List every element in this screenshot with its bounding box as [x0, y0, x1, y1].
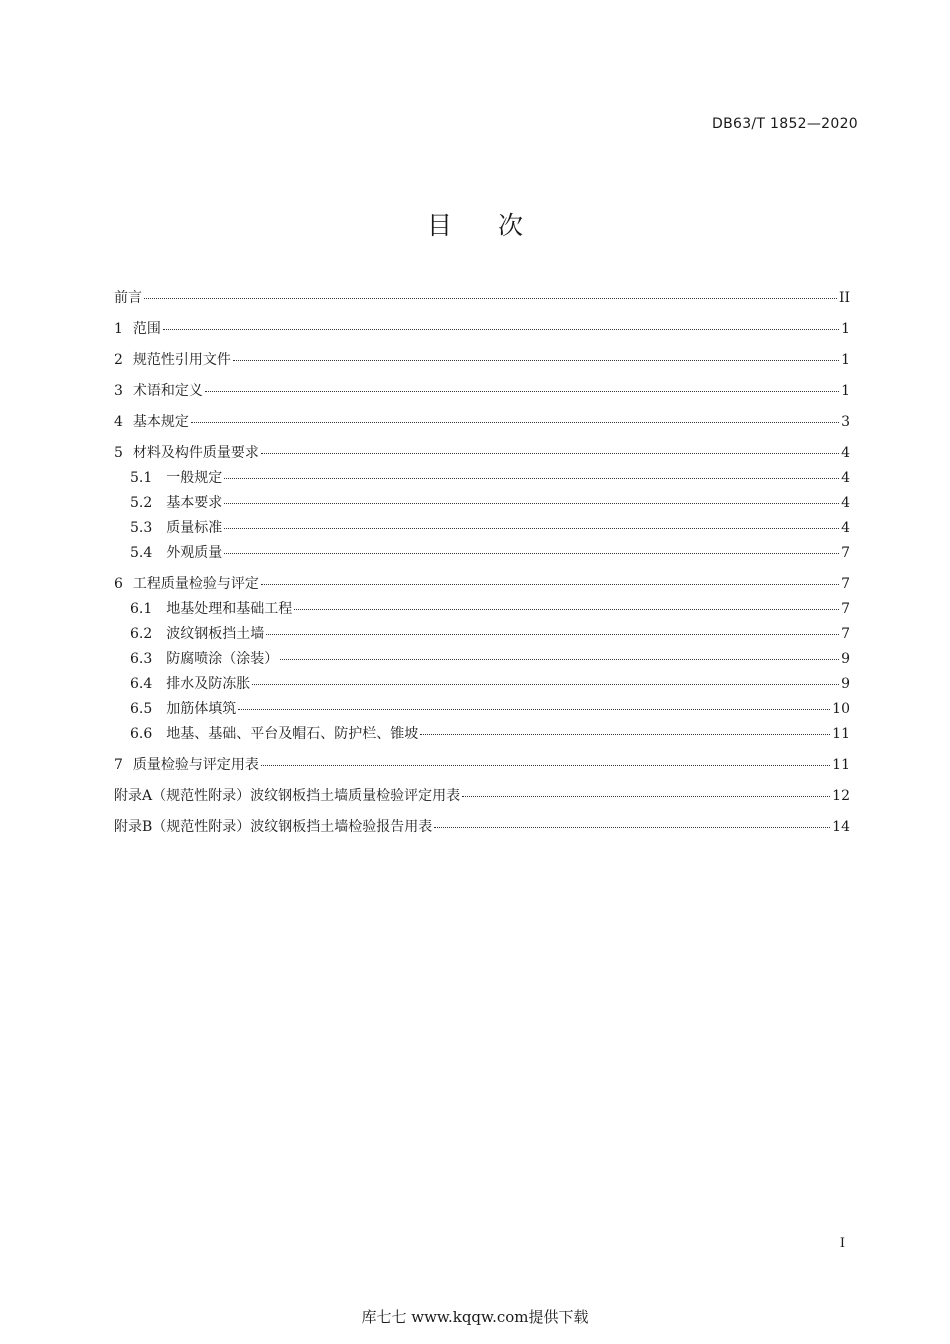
toc-entry-page: 4	[841, 445, 850, 461]
toc-entry-title: 范围	[132, 321, 161, 337]
page-title: 目次	[426, 211, 569, 240]
toc-dot-leader	[224, 477, 839, 479]
toc-entry-number: 6	[114, 576, 123, 592]
toc-entry-number: 5	[114, 445, 123, 461]
toc-dot-leader	[261, 764, 830, 766]
toc-entry-title: 地基处理和基础工程	[166, 601, 293, 617]
toc-entry-number: 5.4	[130, 545, 153, 561]
toc-dot-leader	[294, 608, 839, 610]
toc-entry-number: 6.6	[130, 726, 153, 742]
toc-entry-number: 2	[114, 352, 123, 368]
toc-entry-page: 7	[841, 545, 850, 561]
toc-entry-page: 3	[841, 414, 850, 430]
toc-entry-number: 5.3	[130, 520, 153, 536]
toc-entry-number: 5.1	[130, 470, 153, 486]
toc-entry-title: 质量检验与评定用表	[132, 757, 259, 773]
toc-entry-number: 1	[114, 321, 123, 337]
toc-entry-title: 外观质量	[166, 545, 223, 561]
toc-entry-page: 11	[832, 726, 850, 742]
toc-entry-page: 11	[832, 757, 850, 773]
toc-entry[interactable]	[114, 697, 850, 722]
toc-entry-page: 14	[832, 819, 850, 835]
toc-dot-leader	[233, 359, 839, 361]
toc-entry-number: 4	[114, 414, 123, 430]
toc-entry-title: 附录B（规范性附录）波纹钢板挡土墙检验报告用表	[114, 819, 433, 835]
toc-entry-title: 质量标准	[166, 520, 223, 536]
toc-dot-leader	[420, 733, 830, 735]
toc-dot-leader	[144, 297, 837, 299]
toc-entry-page: 7	[841, 576, 850, 592]
toc-dot-leader	[205, 390, 839, 392]
toc-entry-title: 工程质量检验与评定	[132, 576, 259, 592]
toc-entry-page: 1	[841, 383, 850, 399]
toc-entry[interactable]	[114, 348, 850, 373]
toc-dot-leader	[261, 583, 839, 585]
toc-entry[interactable]	[114, 572, 850, 597]
toc-entry-title: 附录A（规范性附录）波纹钢板挡土墙质量检验评定用表	[114, 788, 461, 804]
toc-entry[interactable]	[114, 672, 850, 697]
toc-entry[interactable]	[114, 491, 850, 516]
toc-entry[interactable]	[114, 379, 850, 404]
toc-entry-number: 6.5	[130, 701, 153, 717]
toc-entry[interactable]	[114, 753, 850, 778]
toc-dot-leader	[224, 552, 839, 554]
toc-entry-page: 10	[832, 701, 850, 717]
toc-entry[interactable]	[114, 516, 850, 541]
toc-entry-number: 6.1	[130, 601, 153, 617]
toc-entry[interactable]	[114, 441, 850, 466]
toc-entry-page: 1	[841, 321, 850, 337]
toc-dot-leader	[238, 708, 830, 710]
toc-entry-title: 加筋体填筑	[166, 701, 237, 717]
toc-entry[interactable]	[114, 784, 850, 809]
toc-entry-page: 1	[841, 352, 850, 368]
toc-entry-title: 基本要求	[166, 495, 223, 511]
toc-entry[interactable]	[114, 815, 850, 840]
toc-entry[interactable]	[114, 466, 850, 491]
toc-entry-title: 基本规定	[132, 414, 189, 430]
toc-entry[interactable]	[114, 317, 850, 342]
toc-entry-number: 3	[114, 383, 123, 399]
toc-entry[interactable]	[114, 410, 850, 435]
standard-code: DB63/T 1852—2020	[712, 116, 858, 132]
toc-dot-leader	[266, 633, 839, 635]
toc-entry-title: 规范性引用文件	[132, 352, 231, 368]
toc-entry-page: 9	[841, 676, 850, 692]
toc-entry[interactable]	[114, 622, 850, 647]
toc-entry[interactable]	[114, 597, 850, 622]
toc-entry-title: 一般规定	[166, 470, 223, 486]
toc-entry-page: 9	[841, 651, 850, 667]
toc-entry-page: 4	[841, 520, 850, 536]
toc-entry-page: 4	[841, 470, 850, 486]
toc-entry-number: 6.2	[130, 626, 153, 642]
toc-dot-leader	[163, 328, 839, 330]
toc-entry-page: 12	[832, 788, 850, 804]
page-number: I	[839, 1236, 845, 1251]
table-of-contents	[114, 286, 850, 840]
toc-entry-title: 术语和定义	[132, 383, 203, 399]
toc-entry-number: 5.2	[130, 495, 153, 511]
toc-entry[interactable]	[114, 647, 850, 672]
toc-dot-leader	[191, 421, 839, 423]
toc-entry-title: 地基、基础、平台及帽石、防护栏、锥坡	[166, 726, 419, 742]
toc-dot-leader	[224, 527, 839, 529]
toc-entry-title: 波纹钢板挡土墙	[166, 626, 265, 642]
toc-entry-title: 防腐喷涂（涂装）	[166, 651, 279, 667]
toc-entry-page: II	[838, 290, 850, 306]
toc-entry-number: 6.4	[130, 676, 153, 692]
toc-dot-leader	[252, 683, 839, 685]
toc-entry-number: 7	[114, 757, 123, 773]
toc-entry-title: 前言	[114, 290, 142, 306]
toc-dot-leader	[434, 826, 830, 828]
toc-dot-leader	[224, 502, 839, 504]
toc-entry[interactable]	[114, 541, 850, 566]
toc-entry-title: 材料及构件质量要求	[132, 445, 259, 461]
toc-entry-page: 4	[841, 495, 850, 511]
toc-dot-leader	[261, 452, 839, 454]
toc-entry[interactable]	[114, 722, 850, 747]
toc-entry[interactable]	[114, 286, 850, 311]
download-watermark: 库七七 www.kqqw.com提供下载	[361, 1308, 589, 1326]
toc-dot-leader	[462, 795, 830, 797]
toc-entry-page: 7	[841, 626, 850, 642]
toc-entry-number: 6.3	[130, 651, 153, 667]
toc-dot-leader	[280, 658, 839, 660]
toc-entry-page: 7	[841, 601, 850, 617]
toc-entry-title: 排水及防冻胀	[166, 676, 251, 692]
